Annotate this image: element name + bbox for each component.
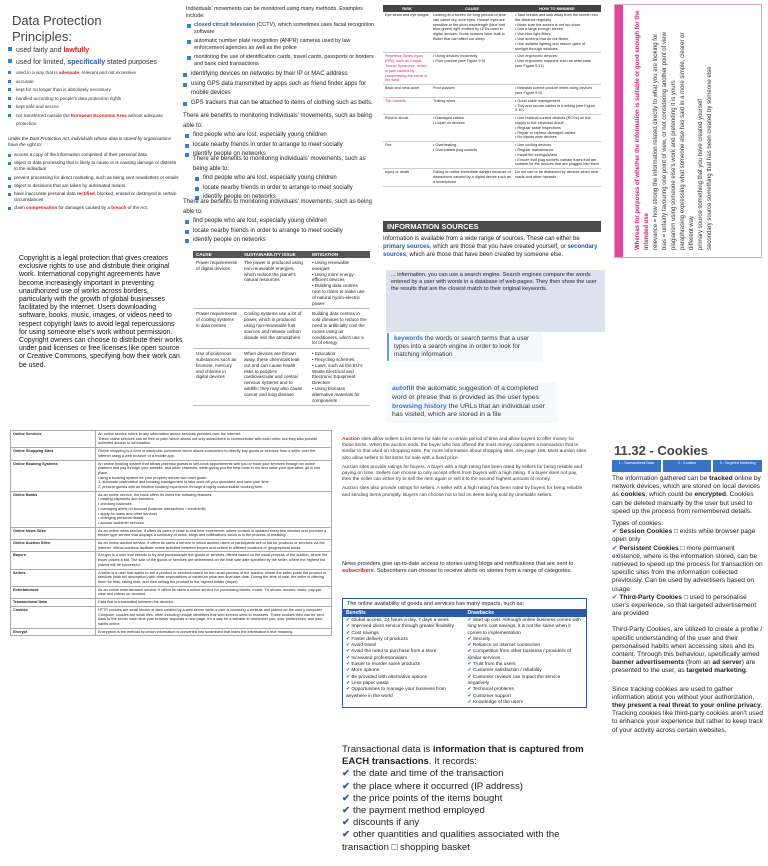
- info-sources-heading: INFORMATION SOURCES: [383, 221, 601, 232]
- benefit-item: locate nearby friends in order to arrange to meet socially: [183, 227, 378, 237]
- right-item: claim compensation for damages caused by a breach of the Act.: [8, 205, 180, 211]
- table-row: [383, 142, 601, 169]
- term-cell: Online News Sites: [11, 527, 96, 539]
- methods2-list: [183, 70, 378, 108]
- auction-paragraph: Auction sites provide ratings for buyers. A buyer with a high rating has been rated by sellers for being reliable and paying on time. Sellers can choose to only accept offers from buyers with a high rating. If a buyer does not pay, then the seller can either try to sell the item again or sell it to the second highest amount of money.: [342, 464, 582, 483]
- table-row: [11, 606, 332, 628]
- table-cell: Do not use or be distracted by devices when near roads and other hazards: [513, 169, 601, 186]
- table-row: [11, 540, 332, 552]
- table-row: [11, 552, 332, 569]
- table-cell: • Use ergonomic devices • Use ergonomic supports such as wrist pads (see Figure 9.11): [513, 53, 601, 85]
- principle-item: kept safe and secure: [8, 103, 178, 112]
- sustainability-table: [193, 251, 370, 406]
- table-row: [11, 448, 332, 460]
- table-row: [11, 569, 332, 586]
- definition-cell: Online shopping is a form of electronic commerce which allows consumers to directly buy goods or services from a seller over the internet using a web browser or a mobile app.: [96, 448, 332, 460]
- auction-section: [342, 437, 587, 502]
- list-item: ✔ Security: [467, 636, 491, 642]
- table-row: [383, 85, 601, 98]
- definition-cell: Encryption is the method by which information is converted into scrambled that hides the information's true meaning.: [96, 628, 332, 636]
- list-item: ✔ Global access, 24 hours a day, 7 days a week: [346, 618, 449, 623]
- right-item: object to data processing that is likely to cause or is causing damage or distress to the individual: [8, 160, 180, 172]
- table-header-row: [383, 5, 601, 12]
- right-item: prevent processing for direct marketing, such as being sent newsletters or emails: [8, 175, 180, 181]
- principle-item: used in a way that is adequate, relevant and not excessive: [8, 69, 178, 78]
- transactional-intro: Transactional data is information that is captured from EACH transactions. It records:: [342, 744, 584, 768]
- list-item: ✔ Customer reviews can impact the service negatively: [467, 674, 561, 686]
- benefits-intro: There are benefits to monitoring individuals' movements, such as being able to:: [193, 156, 366, 172]
- table-cell: Use of poisonous substances such as bromine, mercury and chlorine in digital devices: [193, 349, 241, 406]
- search-engine-paragraph: ... information, you can use a search engine. Search engines compare the words entered by a user with words in a database of web pages. They then show the user the results that are the closest match to their original keywords.: [386, 270, 605, 332]
- list-item: ✔ Faster delivery of products: [346, 636, 408, 642]
- term-cell: Online Banks: [11, 491, 96, 527]
- table-cell: Fire: [383, 142, 431, 169]
- benefits-intro: There are benefits to monitoring individuals' movements, such as being able to:: [183, 199, 372, 215]
- table-cell: Power requirements of cooling systems in data centres: [193, 309, 241, 349]
- table-row: [383, 169, 601, 186]
- benefit-item: identify people on networks: [183, 150, 378, 160]
- benefits-intro: There are benefits to monitoring individuals' movements, such as being able to:: [183, 113, 372, 129]
- table-cell: Back and neck ache: [383, 85, 431, 98]
- list-item: ✔ discounts if any: [342, 817, 420, 829]
- table-header: Benefits: [343, 609, 465, 617]
- term-cell: Entertainment: [11, 586, 96, 598]
- table-row: [11, 460, 332, 491]
- definition-cell: An online booking system that allows potential guests to self-book appointments with you or book your services through an online platform and pay through your website, and other channels, while giving you the best tools to run and scale your operation, all in one place. Using a booking system for your property serves two main goals: 1. automate reservation and booking management to take work off your shoulders and save your time 2. present guests with an intuitive booking experience through a highly customizable booking form: [96, 460, 332, 491]
- benefit-item: find people who are lost, especially young children: [183, 217, 378, 227]
- list-item: ✔ Cost savings: [346, 630, 379, 636]
- data-protection-title: Data Protection Principles:: [12, 13, 102, 44]
- principle-item: used fairly and lawfully: [8, 45, 178, 57]
- benefit-item: identify people on networks: [183, 236, 378, 246]
- keywords-definition: keywords the words or search terms that a user types into a search engine in order to look for matching information: [387, 333, 542, 361]
- definition-cell: HTTP cookies are small blocks of data created by a web server while a user is browsing a website and placed on the user's computer. Computer cookies are small files, often including unique identifiers that web servers send to browsers. These cookies then can be sent back to the server each time your browser requests a new page. It's a way for a website to remember you, your preferences, and your habits online.: [96, 606, 332, 628]
- benefits-block-1: [183, 112, 378, 160]
- method2-item: identifying devices on networks by their IP or MAC address: [183, 70, 378, 80]
- cookies-tabs: [612, 460, 762, 472]
- cookies-paragraph: Since tracking cookies are used to gather information about you without your authorization, they present a real threat to your online privacy. Tracking cookies like third-party cookies aren't used to enhance your experience but rather to keep track of your activity across certain websites.: [612, 685, 764, 734]
- news-paragraph: News providers give up-to-date access to stories using blogs and notifications that are sent to subscribers. Subscribers can choose to receive alerts on stories from a range of categories.: [342, 561, 574, 575]
- table-cell: The power is produced using non-renewable energies, which reduce the planet's natural resources: [241, 258, 309, 309]
- principle-item: handled according to people's data protection rights: [8, 95, 178, 104]
- table-cell: Electric shock: [383, 115, 431, 142]
- cookies-body: [612, 475, 764, 739]
- cookies-title: 11.32 - Cookies: [614, 443, 708, 458]
- term-cell: Online Services: [11, 431, 96, 448]
- benefit-item: find people who are lost, especially young children: [193, 174, 378, 184]
- check-icon: ✔: [342, 805, 351, 817]
- list-item: ✔ Trust from the users: [467, 662, 516, 668]
- table-cell: Repetitive Strain Injury (RSI), such as Carpal Tunnel Syndrome, which is pain caused by compressing the nerve in the wrist: [383, 53, 431, 85]
- autofill-definition: autofill the automatic suggestion of a completed word or phrase that is provided as the user types browsing history the URLs that an individual user has visited, which are stored in a file: [387, 382, 557, 423]
- term-cell: Sellers: [11, 569, 96, 586]
- principle-item: accurate: [8, 78, 178, 87]
- table-cell: Trailing wires: [431, 97, 513, 114]
- table-header: CAUSE: [193, 251, 241, 258]
- term-cell: Online Auction Sites: [11, 540, 96, 552]
- list-item: ✔ Competition from other business / providers of similar services: [467, 649, 571, 661]
- list-item: ✔ Customer support: [467, 693, 511, 699]
- table-cell: Poor posture: [431, 85, 513, 98]
- cookies-paragraph: Third-Party Cookies, are utilized to create a profile / specific understanding of the user and their personalised habits when accessing sites and its content. Through this behaviour, specifically aimed banner advertisements (from an ad server) are presented to the user, as targeted marketing.: [612, 626, 763, 675]
- table-row: [11, 527, 332, 539]
- benefits-drawbacks-box: [342, 598, 587, 708]
- term-cell: Buyers: [11, 552, 96, 569]
- definitions-text: Whereas for purposes of whether the information is suitable or good enough for the intended use relevance = how strong the information related directly to what you are looking for bias = unfairly favouring one point of view, or not considering another point of view plagiarism using someone else's work and pretending it is yours paraphrasing expressing what someone else has said in a more simple, clearer or different way primary source something that you have created yourself secondary source something that has been created by someone else: [635, 10, 713, 250]
- table-row: [193, 349, 370, 406]
- table-cell: Power requirements of digital devices: [193, 258, 241, 309]
- table-row: [11, 599, 332, 607]
- term-cell: Encrypt: [11, 628, 96, 636]
- table-cell: • Overheating • Overloaded plug sockets: [431, 142, 513, 169]
- table-cell: Eye strain and eye fatigue: [383, 12, 431, 53]
- check-icon: ✔: [342, 792, 351, 804]
- list-item: ✔ the date and time of the transaction: [342, 768, 504, 780]
- list-item: ✔ the price points of the items bought: [342, 792, 503, 804]
- list-item: ✔ Less paper waste: [346, 680, 389, 686]
- table-cell: • Education • Recycling schemes • Laws, such as the EU's Waste Electrical and Electronic Equipment Directive • Using biomass alternative materials for components: [309, 349, 370, 406]
- table-header-row: [193, 251, 370, 258]
- table-cell: Building data centres in cold climates to reduce the need to artificially cool the rooms using air conditioners, which use a lot of energy: [309, 309, 370, 349]
- list-item: ✔ Avoid travel: [346, 643, 377, 649]
- table-row: [383, 115, 601, 142]
- accent-bar: [615, 5, 623, 257]
- method2-item: GPS trackers that can be attached to items of clothing such as belts.: [183, 99, 378, 109]
- table-header: MITIGATION: [309, 251, 370, 258]
- table-cell: Failing to notice immediate danger because of distractions caused by a digital device such as a smartphone: [431, 169, 513, 186]
- info-sources-paragraph: Information is available from a wide range of sources. These can either be primary sources, which are those that you have created yourself, or secondary sources, which are those that have been created by someone else.: [383, 236, 598, 258]
- check-icon: ✔: [342, 780, 351, 792]
- tab-cookies[interactable]: 2 - Cookies: [663, 460, 712, 472]
- definition-cell: Data that is transmitted between the devices.: [96, 599, 332, 607]
- rights-list: [8, 152, 180, 214]
- drawbacks-cell: [465, 617, 587, 707]
- table-cell: When devices are thrown away, these chemicals leak out and can cause health risks to people's cardiovascular and central nervous systems and to wildlife; they may also cause cancer and lung disease: [241, 349, 309, 406]
- benefits-cell: [343, 617, 465, 707]
- table-header: RISK: [383, 5, 431, 12]
- right-item: have inaccurate personal data rectified, blocked, erased or destroyed in certain circumstances: [8, 191, 180, 203]
- table-row: [343, 617, 586, 707]
- table-cell: Looking at a screen for long periods of time can cause dry, sore eyes. Human eyes are sensitive to the short wavelength (blue and blue-green) light emitted by LEDs used in digital devices. Some screens have built-in flicker that can affect our sleep.: [431, 12, 513, 53]
- table-header: CAUSE: [431, 5, 513, 12]
- table-cell: • Take breaks and look away from the screen into the distance regularly • Make sure the screen is not too close • Use a large enough screen • Use blue light filters • Use screens that do not flicker • Use suitable lighting and reduce glare of sunlight through windows: [513, 12, 601, 53]
- table-cell: Cooling systems use a lot of power, which is produced using non-renewable fuel sources and release carbon dioxide into the atmosphere: [241, 309, 309, 349]
- principle-item: used for limited, specifically stated purposes: [8, 57, 178, 69]
- table-header-row: [343, 609, 586, 617]
- method2-item: using GPS data transmitted by apps such as friend finder apps for mobile devices: [183, 80, 378, 99]
- benefits-block-3: [183, 198, 378, 246]
- method-item: automatic number plate recognition (ANPR) cameras used by law enforcement agencies as well as the police: [186, 38, 376, 52]
- table-row: [11, 491, 332, 527]
- check-icon: ✔: [342, 829, 351, 841]
- term-cell: Online Shopping Sites: [11, 448, 96, 460]
- cookie-type-item: ✔ Persistent Cookies □ more permanent existence, where is the information stored, can be retrieved to speed up the process for transaction on specific sites from the information collected previously. Can be used by advertisers based on usage: [612, 544, 763, 593]
- definitions-box: [614, 4, 762, 258]
- cookie-type-item: ✔ Third-Party Cookies □ used to personalise user's experience, so that targeted advertisement are provided: [612, 593, 757, 618]
- table-row: [11, 628, 332, 636]
- table-cell: • Using devices incorrectly • Poor posture (see Figure 9.9): [431, 53, 513, 85]
- transactional-data-section: [342, 744, 587, 854]
- table-header: SUSTAINABILITY ISSUE: [241, 251, 309, 258]
- impacts-caption: The online availability of goods and services has many impacts, such as:: [347, 601, 525, 607]
- table-cell: • Good cable management • Tidy and secure cables in trunking (see Figure 9.10): [513, 97, 601, 114]
- list-item: ✔ Start up cost. Although online business comes with long term cost savings, it is not the same when it comes to implementation: [467, 618, 581, 636]
- auction-paragraph: Auction sites also provide ratings for sellers. A seller with a high rating has been rated by buyers for being reliable and sending items promptly. Buyers can choose not to bid on items being sold by unreliable sellers.: [342, 486, 583, 498]
- list-item: ✔ the place where it occurred (IP address): [342, 780, 523, 792]
- table-row: [11, 431, 332, 448]
- list-item: ✔ Technical problems: [467, 687, 514, 693]
- data-protection-list: [8, 45, 178, 129]
- table-cell: • Damaged cables • Liquid on devices: [431, 115, 513, 142]
- tab-transactional-data[interactable]: 1 - Transactional Data: [612, 460, 661, 472]
- list-item: ✔ Customer satisfaction / reliability: [467, 668, 542, 674]
- monitoring-section: [186, 6, 376, 68]
- list-item: ✔ Reliance on internet connection: [467, 643, 541, 649]
- table-cell: Trip hazards: [383, 97, 431, 114]
- term-cell: Online Booking Systems: [11, 460, 96, 491]
- benefit-item: locate nearby friends in order to arrange to meet socially: [183, 141, 378, 151]
- list-item: ✔ the payment method employed: [342, 805, 485, 817]
- definition-cell: As an online news service, it offers its users a close to real time experience, where content is updated every few minutes and provides a thicker type service that displays a summary of news, blogs and notifications which is in the process of breaking.: [96, 527, 332, 539]
- list-item: ✔ Be provided with alternative options: [346, 674, 428, 680]
- table-row: [383, 97, 601, 114]
- table-row: [11, 586, 332, 598]
- list-item: ✔ Easier to reorder same products: [346, 662, 420, 668]
- method-item: closed circuit television (CCTV), which sometimes uses facial recognition software: [186, 22, 376, 36]
- benefits-drawbacks-table: [343, 609, 586, 707]
- table-row: [383, 12, 601, 53]
- rights-intro: Under the Data Protection Act, individuals whose data is stored by organisations have the right to:: [8, 136, 171, 148]
- health-risk-table: [383, 5, 601, 187]
- method-item: monitoring the use of identification cards, travel cards, passports or borders and bank card transactions: [186, 54, 376, 68]
- principle-item: not transferred outside the European Economic Area without adequate protection.: [8, 112, 178, 129]
- definition-cell: As an online service, the bank offers its users the following features: • making payments and transfers • checking balances • managing alerts on account (balance transactions / credit limit) • apply for loans and other services • changing personal details • access customer services: [96, 491, 332, 527]
- definition-cell: A buyer is a user that intends to try and purchase/win the goods or services offered based on the usual process of the auction, where the buyer places a bid. The sale of the goods or services are determined on the final sale date specified by the seller, where the highest bid placed will be successful.: [96, 552, 332, 569]
- online-services-table: [10, 430, 332, 636]
- cookie-type-item: ✔ Session Cookies □ exists while browser page open only: [612, 528, 756, 544]
- benefits-block-2: [193, 155, 378, 203]
- copyright-paragraph: Copyright is a legal protection that gives creators exclusive rights to use and distribute their original work. International copyright agreements have become increasingly important in preventing unauthorized use of works across borders, particularly with the growth of global businesses facilitated by the internet. Users downloading software, books, music, images, or videos need to respect copyright laws to avoid legal repercussions for using someone else's work without permission. Copyright owners can choose to distribute their works under paid licenses or free licenses like open source or Creative Commons, specifying how their work can be used.: [19, 255, 183, 369]
- cookies-paragraph: The information gathered can be tracked online by network devices, which are stored on local devices as cookies, which could be encrypted. Cookies can be deleted manually by the user but used to speed up the process from remembered details.: [612, 475, 761, 515]
- definition-cell: As an online entertainment service, it offers its users a online service for purchasing tickets, music, TV shows, movies, video, pay-per-view and videos on demand.: [96, 586, 332, 598]
- benefit-item: identify people on networks: [193, 193, 378, 203]
- table-header: HOW TO MINIMISE: [513, 5, 601, 12]
- list-item: ✔ Knowledge of the users: [467, 699, 523, 705]
- benefit-item: locate nearby friends in order to arrange to meet socially: [193, 184, 378, 194]
- right-item: object to decisions that are taken by automated means: [8, 183, 180, 189]
- table-header: Drawbacks: [465, 609, 587, 617]
- check-icon: ✔: [342, 768, 351, 780]
- list-item: ✔ Avoid the need to purchase from a store: [346, 649, 437, 655]
- term-cell: Transactional Data: [11, 599, 96, 607]
- list-item: ✔ Opportunities to manage your business from anywhere in the world: [346, 687, 446, 699]
- table-cell: Injury or death: [383, 169, 431, 186]
- check-icon: ✔: [342, 817, 351, 829]
- definition-cell: As an online auction service, it offers its users a service in which auction-users or participants sell or bid for products or services via the internet. Virtual auctions facilitate online activities between buyers and sellers in different locations or geographical areas.: [96, 540, 332, 552]
- principle-item: kept for no longer than is absolutely necessary: [8, 86, 178, 95]
- table-cell: • Use residual current devices (RCDs) on the supply to the electrical circuit • Regular cable inspections • Repair or replace damaged cables • No liquids near devices: [513, 115, 601, 142]
- table-row: [383, 53, 601, 85]
- list-item: ✔ other quantities and qualities associated with the transaction □ shopping basket: [342, 829, 560, 853]
- tab-targeted-marketing[interactable]: 3 - Targeted Marketing: [713, 460, 762, 472]
- table-row: [193, 258, 370, 309]
- benefit-item: find people who are lost, especially young children: [183, 131, 378, 141]
- list-item: ✔ Improved client service through greater flexibility: [346, 624, 455, 630]
- cookie-types-intro: Types of cookies:: [612, 520, 663, 528]
- list-item: ✔ Increased professionalism: [346, 655, 408, 661]
- monitoring-intro: Individuals' movements can be monitored using many methods. Examples include:: [186, 6, 363, 19]
- table-cell: • Maintain correct posture when using devices (see Figure 9.9): [513, 85, 601, 98]
- table-row: [193, 309, 370, 349]
- auction-paragraph: Auction sites allow sellers to list items for sale for a certain period of time and allow buyers to offer money for these items. When the auction ends, the buyer who has offered the most money completes a transaction that is similar to that used on shopping sites. For more information about shopping sites, see page 188. Most auction sites also allow sellers to list items for sale with a fixed price.: [342, 437, 587, 461]
- right-item: access a copy of the information comprised of their personal data: [8, 152, 180, 158]
- list-item: ✔ More options: [346, 668, 380, 674]
- term-cell: Cookies: [11, 606, 96, 628]
- definition-cell: A seller is a user that wants to sell a product or services based on the usual process of the auction, where the seller posts the product or services (with full description) with clear expectations of minimum price and final sale date. During the time of sale, the seller is offering them for bids, taking bids, and then selling the product to the highest bidder (buyer).: [96, 569, 332, 586]
- definition-cell: An online service refers to any information and/or services provided over the internet. These online services can be free or paid, which allows not only subscribers to communicate with each other, but they also provide unlimited access to information.: [96, 431, 332, 448]
- table-cell: • Using renewable energies • Using more energy-efficient devices • Building data centres next to rivers to make use of natural hydro-electric power: [309, 258, 370, 309]
- table-cell: • Use cooling devices • Regular maintenance • Install fire extinguishers • Ensure that plug sockets contain fuses that are suitable for the devices that are plugged into them: [513, 142, 601, 169]
